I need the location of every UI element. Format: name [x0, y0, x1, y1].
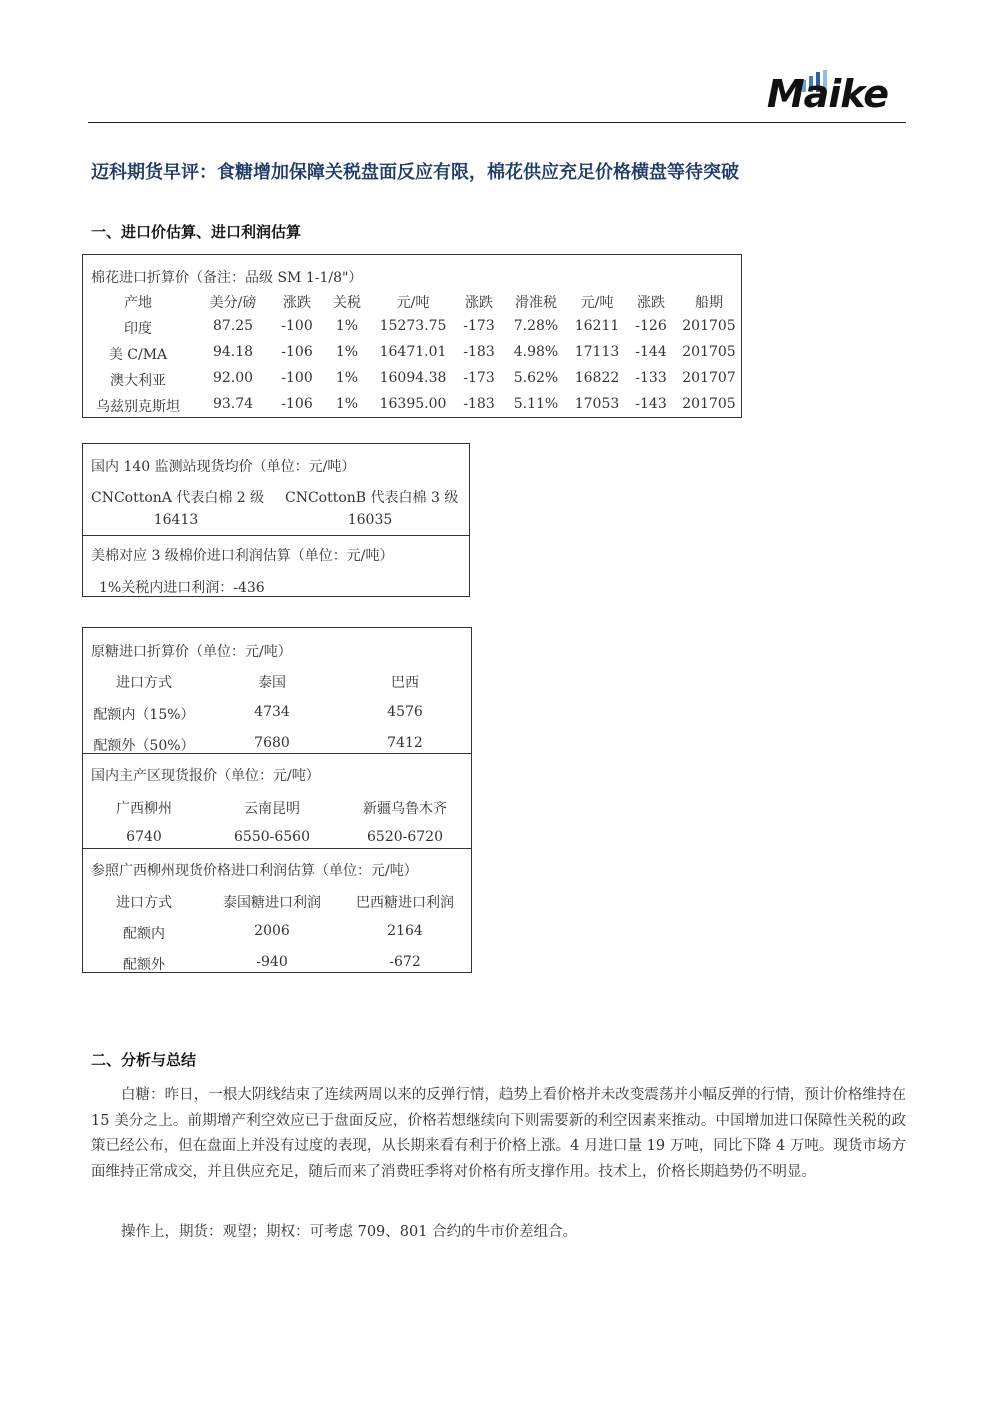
table-cell: 4.98% [513, 344, 559, 360]
page-title: 迈科期货早评：食糖增加保障关税盘面反应有限，棉花供应充足价格横盘等待突破 [91, 162, 739, 183]
table-header-cell: 产地 [124, 295, 152, 311]
table-cell: -100 [281, 318, 313, 334]
table-cell: -173 [463, 370, 495, 386]
table-header-cell: 巴西 [391, 675, 419, 691]
table-cell: -106 [281, 344, 313, 360]
table-cell: 6740 [126, 829, 162, 845]
table-header-cell: 进口方式 [116, 675, 172, 691]
table-cell: 15273.75 [379, 318, 447, 334]
table-header-cell: 进口方式 [116, 895, 172, 911]
table-cell: 7412 [387, 735, 423, 751]
table-cell: 5.11% [513, 396, 559, 412]
table-cell: 94.18 [212, 344, 254, 360]
cotton-import-caption: 棉花进口折算价（备注：品级 SM 1-1/8"） [91, 270, 363, 286]
table-header-cell: 新疆乌鲁木齐 [363, 801, 447, 817]
table-cell: 乌兹别克斯坦 [96, 399, 180, 415]
table-header-cell: 关税 [333, 295, 361, 311]
table-cell: 6550-6560 [234, 829, 310, 845]
table-cell: 201705 [682, 318, 736, 334]
company-logo [748, 70, 888, 120]
table-cell: -106 [281, 396, 313, 412]
analysis-paragraph: 白糖：昨日，一根大阴线结束了连续两周以来的反弹行情，趋势上看价格并未改变震荡并小幅反弹的行情，预计价格维持在 15 美分之上。前期增产利空效应已于盘面反应，价格若想继续向下则需要新的利空因素来推动。中国增加进口保障性关税的政策已经公布，但在盘面上并没有过度的表现，从长期来看有利于价格上涨。4 月进口量 19 万吨，同比下降 4 万吨。现货市场方面维持正常成交，并且供应充足，随后而来了消费旺季将对价格有所支撑作用。技术上，价格长期趋势仍不明显。 [91, 1087, 906, 1180]
table-cell: -143 [635, 396, 667, 412]
cotton-profit-caption: 美棉对应 3 级棉价进口利润估算（单位：元/吨） [91, 548, 394, 564]
cotton-import-table [82, 254, 742, 418]
table-cell: 87.25 [212, 318, 254, 334]
table-cell: 印度 [124, 321, 152, 337]
table-cell: 17113 [574, 344, 620, 360]
logo-text: Maike [766, 72, 888, 116]
table-cell: 16822 [574, 370, 620, 386]
table-cell: 5.62% [513, 370, 559, 386]
section-heading-1: 一、进口价估算、进口利润估算 [91, 223, 302, 241]
divider [83, 535, 469, 536]
table-cell: 16471.01 [379, 344, 447, 360]
sugar-table [82, 627, 472, 973]
table-cell: 配额内 [123, 926, 165, 942]
table-cell: 7680 [254, 735, 290, 751]
page-header [88, 60, 906, 123]
table-header-cell: 巴西糖进口利润 [356, 895, 454, 911]
cncotton-b-label: CNCottonB 代表白棉 3 级 [285, 490, 459, 506]
sugar-spot-caption: 国内主产区现货报价（单位：元/吨） [91, 768, 320, 784]
table-cell: 201705 [682, 344, 736, 360]
table-header-cell: 涨跌 [465, 295, 493, 311]
table-header-cell: 元/吨 [396, 295, 430, 311]
table-cell: 16211 [574, 318, 620, 334]
table-cell: 澳大利亚 [110, 373, 166, 389]
table-header-cell: 涨跌 [637, 295, 665, 311]
sugar-profit-caption: 参照广西柳州现货价格进口利润估算（单位：元/吨） [91, 863, 418, 879]
domestic-cotton-table [82, 443, 470, 597]
table-cell: 201705 [682, 396, 736, 412]
table-cell: -173 [463, 318, 495, 334]
table-cell: -100 [281, 370, 313, 386]
domestic-cotton-caption: 国内 140 监测站现货均价（单位：元/吨） [91, 459, 356, 475]
table-cell: -940 [256, 954, 288, 970]
table-cell: 6520-6720 [367, 829, 443, 845]
table-cell: -133 [635, 370, 667, 386]
table-header-cell: 涨跌 [283, 295, 311, 311]
table-cell: 4734 [254, 704, 290, 720]
table-cell: 93.74 [212, 396, 254, 412]
table-cell: -183 [463, 396, 495, 412]
table-header-cell: 泰国 [258, 675, 286, 691]
sugar-import-caption: 原糖进口折算价（单位：元/吨） [91, 644, 292, 660]
table-cell: 配额外 [123, 957, 165, 973]
table-header-cell: 滑准税 [515, 295, 557, 311]
table-cell: 92.00 [212, 370, 254, 386]
table-cell: 1% [335, 396, 359, 412]
table-header-cell: 云南昆明 [244, 801, 300, 817]
table-header-cell: 广西柳州 [116, 801, 172, 817]
table-cell: 201707 [682, 370, 736, 386]
table-cell: 4576 [387, 704, 423, 720]
table-cell: 配额内（15%） [93, 707, 195, 723]
table-cell: 16395.00 [379, 396, 447, 412]
table-cell: 1% [335, 370, 359, 386]
table-cell: -672 [389, 954, 421, 970]
table-header-cell: 元/吨 [580, 295, 614, 311]
cotton-profit-line: 1%关税内进口利润：-436 [99, 580, 265, 596]
table-header-cell: 美分/磅 [209, 295, 257, 311]
table-cell: 2006 [254, 923, 290, 939]
table-cell: 17053 [574, 396, 620, 412]
cncotton-b-value: 16035 [347, 512, 393, 528]
table-cell: -144 [635, 344, 667, 360]
table-cell: 2164 [387, 923, 423, 939]
operation-paragraph: 操作上，期货：观望；期权：可考虑 709、801 合约的牛市价差组合。 [121, 1224, 578, 1240]
table-cell: -126 [635, 318, 667, 334]
table-cell: 1% [335, 318, 359, 334]
cncotton-a-value: 16413 [153, 512, 199, 528]
table-header-cell: 船期 [695, 295, 723, 311]
section-heading-2: 二、分析与总结 [91, 1051, 197, 1069]
table-cell: 配额外（50%） [93, 738, 195, 754]
cncotton-a-label: CNCottonA 代表白棉 2 级 [91, 490, 265, 506]
divider [83, 848, 471, 849]
table-cell: 1% [335, 344, 359, 360]
table-cell: -183 [463, 344, 495, 360]
table-cell: 美 C/MA [108, 347, 168, 363]
table-cell: 16094.38 [379, 370, 447, 386]
table-cell: 7.28% [513, 318, 559, 334]
table-header-cell: 泰国糖进口利润 [223, 895, 321, 911]
